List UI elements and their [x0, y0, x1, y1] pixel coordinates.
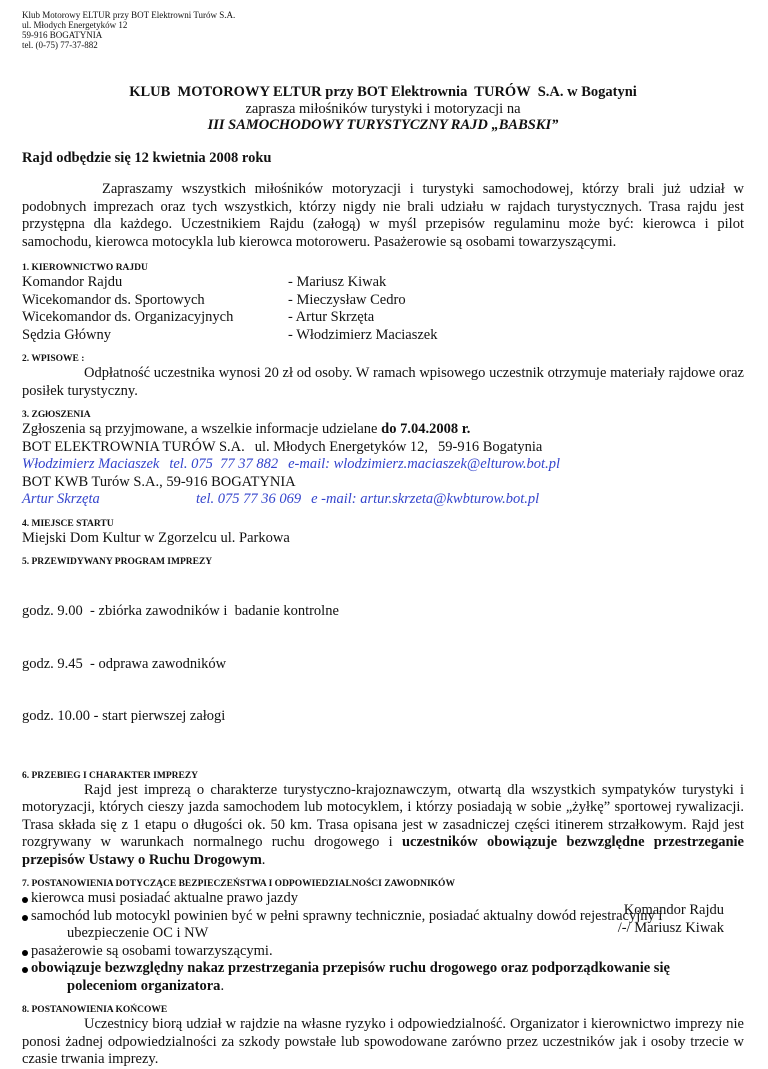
role-label: Sędzia Główny	[22, 326, 111, 343]
course-end: .	[261, 851, 266, 868]
role-label: Wicekomandor ds. Organizacyjnych	[22, 309, 234, 325]
contact-phone: tel. 075 77 36 069	[196, 491, 302, 507]
organizer-name: BOT ELEKTROWNIA TURÓW S.A.	[22, 438, 245, 455]
contact-line-1	[22, 456, 744, 474]
safety-item	[22, 943, 744, 961]
program-item: godz. 9.00 - zbiórka zawodników i badanie kontrolne	[22, 603, 339, 619]
section-heading-start-place: 4. MIEJSCE STARTU	[22, 518, 114, 529]
signature-block	[618, 901, 724, 937]
safety-item-text: samochód lub motocykl powinien być w pełni sprawny technicznie, posiadać aktualny dowód rejestracyjny i	[31, 907, 663, 924]
safety-item-text: obowiązuje bezwzględny nakaz przestrzegania przepisów ruchu drogowego oraz podporządkowanie się	[31, 960, 670, 976]
contact-line-2	[22, 491, 744, 509]
document-subtitle: zaprasza miłośników turystyki i motoryzacji na	[245, 101, 521, 117]
safety-item-text: kierowca musi posiadać aktualne prawo jazdy	[31, 890, 298, 906]
intro-paragraph: Zapraszamy wszystkich miłośników motoryzacji i turystyki samochodowej, którzy brali już udział w podobnych imprezach oraz tych wszystkich, którzy nigdy nie brali udziału w rajdach turystycznych. Trasa rajdu jest przystępna dla każdego. Uczestnikiem Rajdu (załogą) w myśl przepisów regulaminu może być: kierowca i pilot samochodu, kierowca motocykla lub kierowca motoroweru. Pasażerowie są osobami towarzyszącymi.	[22, 181, 744, 250]
contact-email-link[interactable]: e -mail: artur.skrzeta@kwbturow.bot.pl	[311, 491, 540, 507]
fee-paragraph: Odpłatność uczestnika wynosi 20 zł od osoby. W ramach wpisowego uczestnik otrzymuje materiały rajdowe oraz posiłek turystyczny.	[22, 365, 744, 399]
section-heading-safety: 7. POSTANOWIENIA DOTYCZĄCE BEZPIECZEŃSTWA I ODPOWIEDZIALNOŚCI ZAWODNIKÓW	[22, 879, 455, 889]
safety-item-text: ubezpieczenie OC i NW	[67, 925, 209, 941]
address-line: tel. (0-75) 77-37-882	[22, 40, 98, 50]
program-item: godz. 10.00 - start pierwszej załogi	[22, 708, 226, 724]
role-label: Wicekomandor ds. Sportowych	[22, 291, 205, 308]
event-date: Rajd odbędzie się 12 kwietnia 2008 roku	[22, 150, 272, 166]
address-line: 59-916 BOGATYNIA	[22, 30, 103, 40]
final-paragraph: Uczestnicy biorą udział w rajdzie na własne ryzyko i odpowiedzialność. Organizator i kierownictwo imprezy nie ponosi żadnej odpowiedzialności za szkody powstałe lub spowodowane zarówno przez uczestników jak i osoby trzecie w czasie trwania imprezy.	[22, 1016, 744, 1067]
registration-text: Zgłoszenia są przyjmowane, a wszelkie informacje udzielane	[22, 421, 382, 437]
registration-block	[22, 421, 744, 509]
address-line: ul. Młodych Energetyków 12	[22, 20, 128, 30]
section-heading-final: 8. POSTANOWIENIA KOŃCOWE	[22, 1005, 168, 1015]
contact-name: Włodzimierz Maciaszek	[22, 456, 160, 472]
contact-phone: tel. 075 77 37 882	[169, 456, 279, 472]
signature-title: Komandor Rajdu	[623, 902, 724, 918]
safety-item	[22, 960, 744, 995]
program-item: godz. 9.45 - odprawa zawodników	[22, 655, 227, 672]
sender-address	[22, 10, 744, 50]
event-name: III SAMOCHODOWY TURYSTYCZNY RAJD „BABSKI”	[207, 117, 559, 133]
registration-deadline-line	[22, 421, 744, 439]
section-heading-registration: 3. ZGłOSZENIA	[22, 410, 91, 420]
registration-deadline: do 7.04.2008 r.	[381, 421, 471, 437]
safety-item-text: pasażerowie są osobami towarzyszącymi.	[31, 942, 273, 959]
section-heading-course: 6. PRZEBIEG I CHARAKTER IMPREZY	[22, 770, 199, 781]
course-rule: uczestników obowiązuje bezwzględne przestrzeganie przepisów Ustawy o Ruchu Drogowym	[22, 834, 744, 868]
document-title: KLUB MOTOROWY ELTUR przy BOT Elektrownia TURÓW S.A. w Bogatyni	[129, 84, 637, 100]
safety-item-text: poleceniom organizatora	[67, 977, 221, 994]
start-place: Miejski Dom Kultur w Zgorzelcu ul. Parkowa	[22, 529, 290, 546]
section-heading-program: 5. PRZEWIDYWANY PROGRAM IMPREZY	[22, 557, 213, 567]
second-address-line: BOT KWB Turów S.A., 59-916 BOGATYNIA	[22, 473, 296, 490]
organizer-street: ul. Młodych Energetyków 12,	[254, 438, 429, 455]
organizer-city: 59-916 Bogatynia	[438, 438, 543, 455]
management-list	[22, 274, 744, 344]
address-line: Klub Motorowy ELTUR przy BOT Elektrowni Turów S.A.	[22, 10, 236, 20]
contact-name: Artur Skrzęta	[22, 491, 100, 507]
program-list	[22, 568, 744, 761]
course-text: Rajd jest imprezą o charakterze turystyczno-krajoznawczym, otwartą dla wszystkich sympatyków turystyki i motoryzacji, których cieszy jazda samochodem lub motocyklem, i którzy posiadają w sobie „żyłkę” sportowej rywalizacji. Trasa składa się z 1 etapu o długości ok. 50 km. Trasa opisana jest w zasadniczej części itinerem strzałkowym. Rajd jest rozgrywany w warunkach normalnego ruchu drogowego i	[22, 781, 744, 850]
contact-email-link[interactable]: e-mail: wlodzimierz.maciaszek@elturow.bot.pl	[288, 456, 560, 472]
safety-item-end: .	[220, 977, 225, 994]
role-person: - Mariusz Kiwak	[288, 274, 387, 290]
role-person: - Artur Skrzęta	[288, 309, 375, 325]
signature-name: /-/ Mariusz Kiwak	[617, 920, 724, 936]
organizer-address-line	[22, 439, 744, 457]
role-person: - Włodzimierz Maciaszek	[288, 326, 438, 343]
section-heading-management: 1. KIEROWNICTWO RAJDU	[22, 263, 148, 273]
role-label: Komandor Rajdu	[22, 274, 123, 290]
course-paragraph	[22, 782, 744, 870]
role-person: - Mieczysław Cedro	[288, 291, 406, 308]
section-heading-fee: 2. WPISOWE :	[22, 354, 85, 364]
